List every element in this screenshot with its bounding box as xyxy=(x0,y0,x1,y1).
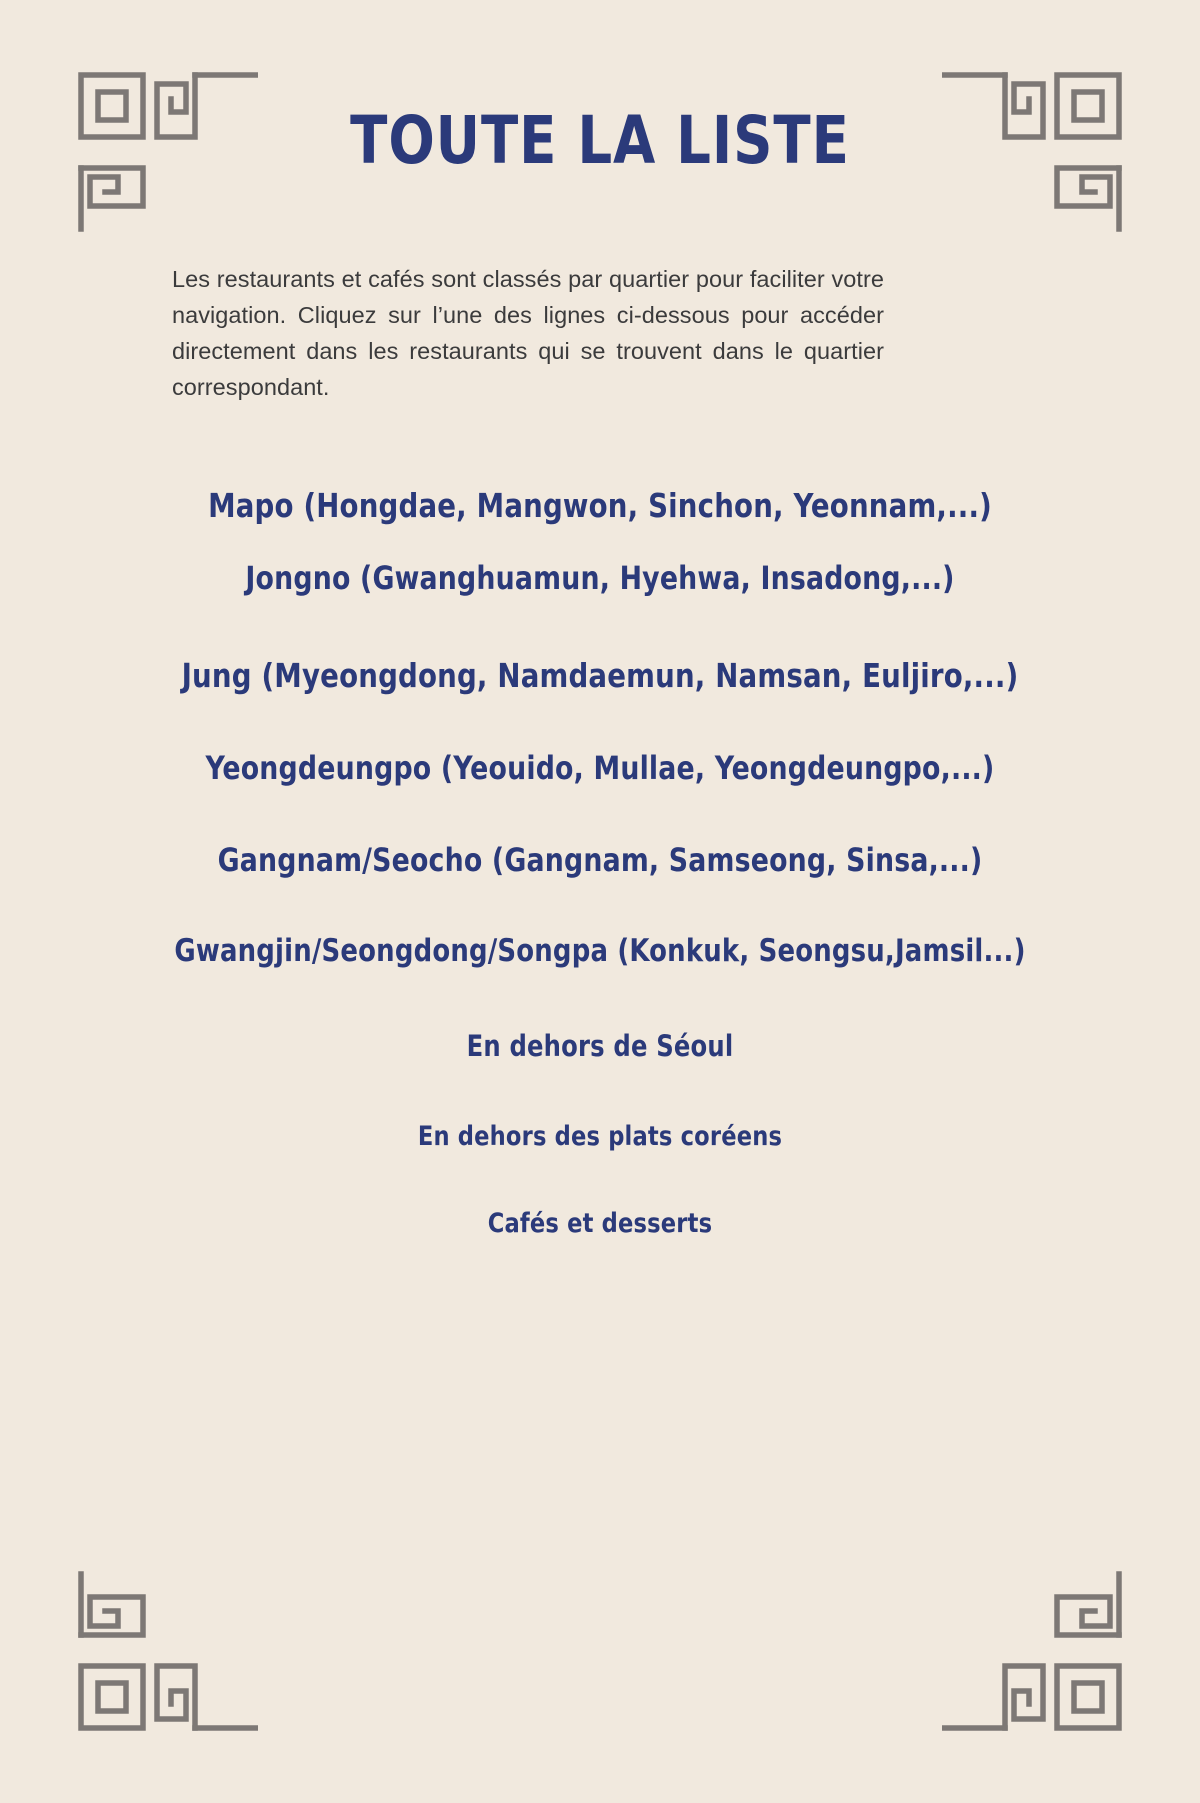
list-item-yeongdeungpo[interactable]: Yeongdeungpo (Yeouido, Mullae, Yeongdeungpo,...) xyxy=(205,749,995,787)
list-item-en-dehors-des-plats-coreens[interactable]: En dehors des plats coréens xyxy=(417,1121,783,1152)
page-title: TOUTE LA LISTE xyxy=(350,102,850,179)
intro-line-4: dans le quartier correspondant. xyxy=(172,337,884,400)
intro-line-1: Les restaurants et cafés sont classés par quartier pour faciliter xyxy=(172,266,825,292)
quarter-link-list xyxy=(0,470,1200,1239)
intro-paragraph xyxy=(172,262,884,406)
list-item-gwangjin-seongdong-songpa[interactable]: Gwangjin/Seongdong/Songpa (Konkuk, Seongsu,Jamsil...) xyxy=(174,933,1026,969)
list-item-en-dehors-de-seoul[interactable]: En dehors de Séoul xyxy=(466,1029,734,1063)
page-title-container xyxy=(0,102,1200,179)
greek-key-corner-ornament-bottom-left xyxy=(78,1571,258,1731)
list-item-gangnam-seocho[interactable]: Gangnam/Seocho (Gangnam, Samseong, Sinsa,...) xyxy=(217,841,983,879)
list-item-mapo[interactable]: Mapo (Hongdae, Mangwon, Sinchon, Yeonnam,...) xyxy=(208,486,992,525)
list-item-jongno[interactable]: Jongno (Gwanghuamun, Hyehwa, Insadong,...) xyxy=(245,559,955,597)
intro-line-3: accéder directement dans les restaurants qui se trouvent xyxy=(172,301,884,364)
list-item-cafes-et-desserts[interactable]: Cafés et desserts xyxy=(487,1208,713,1239)
list-item-jung[interactable]: Jung (Myeongdong, Namdaemun, Namsan, Euljiro,...) xyxy=(181,656,1019,695)
greek-key-corner-ornament-bottom-right xyxy=(942,1571,1122,1731)
intro-line-2: votre navigation. Cliquez sur l’une des lignes ci-dessous pour xyxy=(172,266,884,328)
